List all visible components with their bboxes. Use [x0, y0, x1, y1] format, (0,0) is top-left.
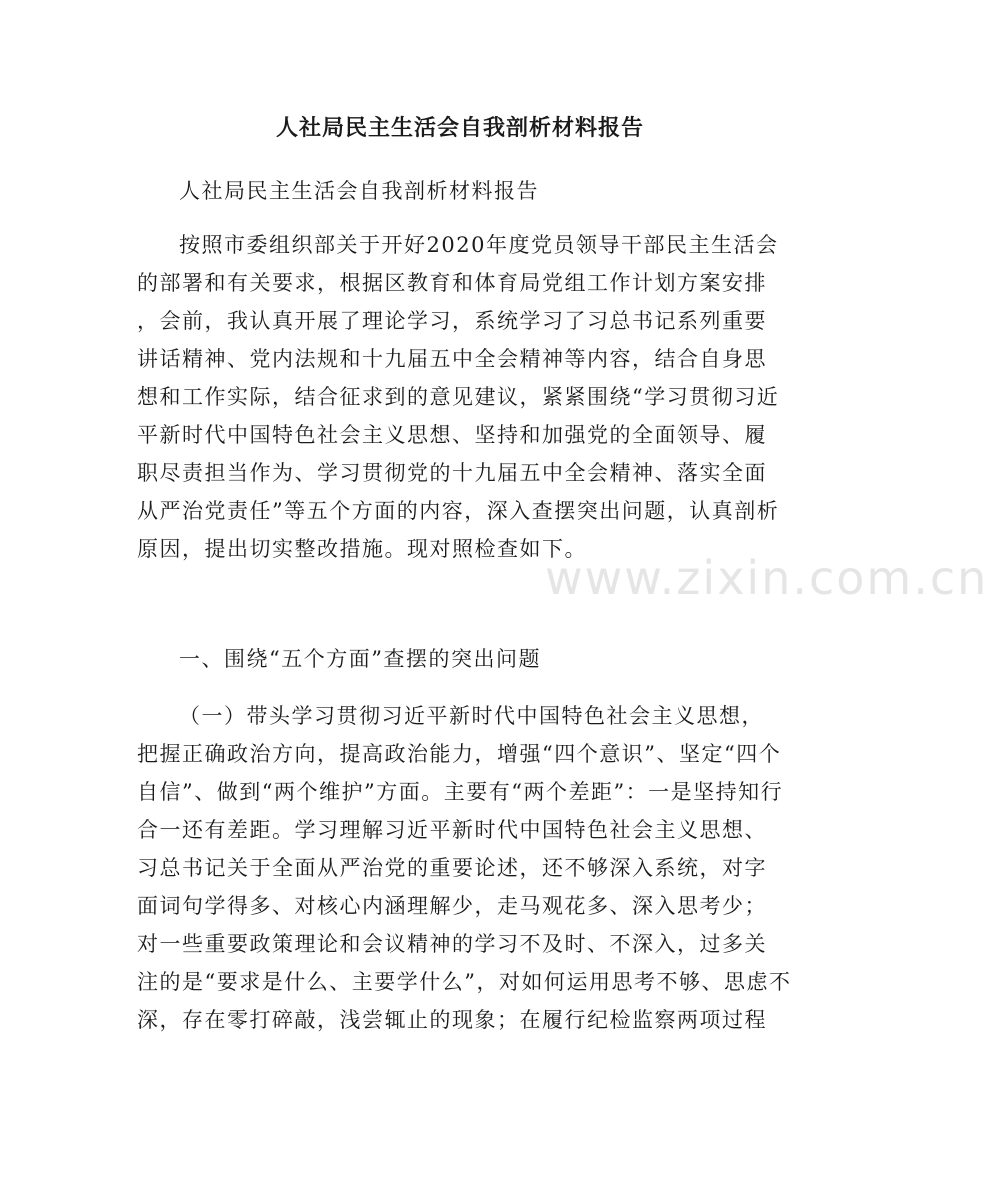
paragraph-line: 从严治党责任”等五个方面的内容，深入查摆突出问题，认真剖析 — [137, 499, 780, 523]
paragraph-line: 职尽责担当作为、学习贯彻党的十九届五中全会精神、落实全面 — [137, 461, 767, 485]
section-paragraph — [137, 697, 792, 1039]
intro-paragraph — [137, 226, 787, 568]
paragraph-line: 对一些重要政策理论和会议精神的学习不及时、不深入，过多关 — [137, 932, 767, 956]
watermark: www.zixin.com.cn — [545, 551, 988, 605]
paragraph-line: 深，存在零打碎敲，浅尝辄止的现象；在履行纪检监察两项过程 — [137, 1008, 767, 1032]
paragraph-line: 自信”、做到“两个维护”方面。主要有“两个差距”：一是坚持知行 — [137, 780, 784, 804]
paragraph-line: 想和工作实际，结合征求到的意见建议，紧紧围绕“学习贯彻习近 — [137, 385, 780, 409]
document-title: 人社局民主生活会自我剖析材料报告 — [275, 115, 644, 141]
subtitle-line: 人社局民主生活会自我剖析材料报告 — [179, 179, 539, 203]
paragraph-line: 注的是“要求是什么、主要学什么”，对如何运用思考不够、思虑不 — [137, 970, 792, 994]
paragraph-line: 讲话精神、党内法规和十九届五中全会精神等内容，结合自身思 — [137, 347, 767, 371]
paragraph-line: ，会前，我认真开展了理论学习，系统学习了习总书记系列重要 — [137, 309, 767, 333]
section-heading-text: 一、围绕“五个方面”查摆的突出问题 — [179, 647, 541, 671]
paragraph-line: 习总书记关于全面从严治党的重要论述，还不够深入系统，对字 — [137, 856, 767, 880]
section-heading — [137, 640, 787, 678]
paragraph-line: 按照市委组织部关于开好2020年度党员领导干部民主生活会 — [179, 233, 779, 257]
paragraph-line: （一）带头学习贯彻习近平新时代中国特色社会主义思想， — [179, 704, 764, 728]
paragraph-line: 原因，提出切实整改措施。现对照检查如下。 — [137, 537, 587, 561]
paragraph-line: 合一还有差距。学习理解习近平新时代中国特色社会主义思想、 — [137, 818, 767, 842]
paragraph-line: 的部署和有关要求，根据区教育和体育局党组工作计划方案安排 — [137, 271, 767, 295]
document-subtitle — [137, 172, 787, 210]
paragraph-line: 把握正确政治方向，提高政治能力，增强“四个意识”、坚定“四个 — [137, 742, 782, 766]
paragraph-line: 面词句学得多、对核心内涵理解少，走马观花多、深入思考少； — [137, 894, 767, 918]
paragraph-line: 平新时代中国特色社会主义思想、坚持和加强党的全面领导、履 — [137, 423, 767, 447]
